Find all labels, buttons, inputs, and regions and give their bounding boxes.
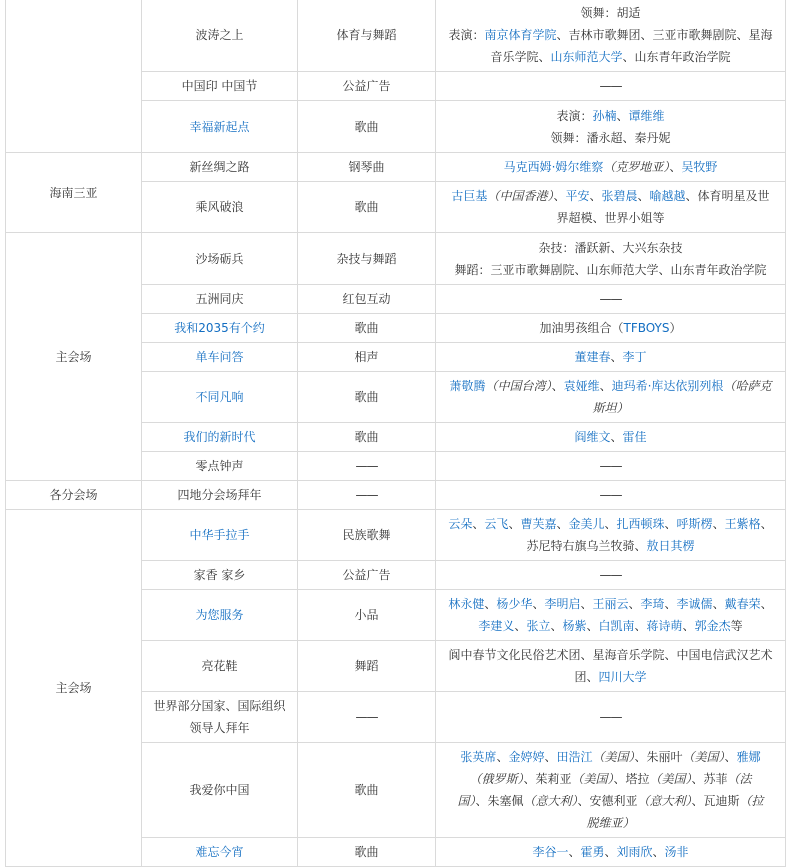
performer-text: 、 bbox=[551, 379, 564, 393]
program-title-text[interactable]: 难忘今宵 bbox=[195, 845, 244, 859]
program-type-text: 歌曲 bbox=[354, 200, 379, 214]
performer-text: 、体育明星及世 bbox=[685, 189, 770, 203]
performer-link[interactable]: 孙楠 bbox=[592, 108, 617, 123]
origin-note: （中国台湾） bbox=[485, 379, 552, 393]
performers bbox=[436, 285, 786, 314]
performer-link[interactable]: 雷佳 bbox=[622, 430, 647, 444]
performer-link[interactable]: 吴牧野 bbox=[681, 160, 718, 174]
performer-text: 、朱丽叶 bbox=[634, 750, 683, 764]
performers bbox=[436, 182, 786, 233]
origin-note: 斯坦） bbox=[592, 401, 629, 415]
performer-text: 、 bbox=[724, 750, 737, 764]
performer-line bbox=[442, 237, 779, 259]
table-row bbox=[6, 510, 786, 561]
venue-cell bbox=[6, 510, 142, 867]
performer-link[interactable]: 刘雨欣 bbox=[616, 845, 653, 859]
performer-link[interactable]: 谭维维 bbox=[628, 108, 665, 123]
performers bbox=[436, 743, 786, 838]
performer-text: 、山东青年政治学院 bbox=[622, 50, 731, 64]
program-title-text: 波涛之上 bbox=[195, 28, 244, 42]
program-title bbox=[142, 481, 298, 510]
performer-link[interactable]: 呼斯楞 bbox=[676, 517, 713, 531]
performer-line bbox=[442, 564, 779, 586]
program-title bbox=[142, 641, 298, 692]
program-title-text: 新丝绸之路 bbox=[189, 160, 250, 174]
performer-text: —— bbox=[599, 488, 622, 502]
performer-link[interactable]: 云飞 bbox=[484, 517, 509, 531]
performer-line bbox=[442, 812, 779, 834]
program-title-text[interactable]: 不同凡响 bbox=[195, 390, 244, 404]
performer-link[interactable]: 董建春 bbox=[574, 350, 611, 364]
performer-text: 、 bbox=[634, 619, 647, 633]
origin-note: （美国） bbox=[571, 772, 614, 786]
program-title bbox=[142, 692, 298, 743]
performers bbox=[436, 153, 786, 182]
program-title-text: 乘风破浪 bbox=[195, 200, 244, 214]
performer-text: —— bbox=[599, 292, 622, 306]
performer-text: 、苏菲 bbox=[691, 772, 728, 786]
performer-link[interactable]: 金美儿 bbox=[568, 517, 605, 531]
program-type-text: 歌曲 bbox=[354, 390, 379, 404]
performer-text: —— bbox=[599, 568, 622, 582]
performer-text: 、 bbox=[553, 189, 566, 203]
performer-line bbox=[442, 75, 779, 97]
performer-link[interactable]: 平安 bbox=[565, 189, 590, 203]
program-title-text: 我爱你中国 bbox=[189, 783, 250, 797]
performer-line bbox=[442, 706, 779, 728]
program-type-text: 歌曲 bbox=[354, 783, 379, 797]
performer-text: 、 bbox=[664, 597, 677, 611]
program-title bbox=[142, 510, 298, 561]
performer-text: 、朱塞佩 bbox=[475, 794, 524, 808]
performer-text: 、 bbox=[514, 619, 527, 633]
performer-text: —— bbox=[599, 710, 622, 724]
program-type bbox=[298, 101, 436, 153]
performer-text: 、 bbox=[669, 160, 682, 174]
performer-text: 、 bbox=[496, 750, 509, 764]
performer-link[interactable]: 云朵 bbox=[448, 517, 473, 531]
performers bbox=[436, 72, 786, 101]
performer-text: 、 bbox=[652, 845, 665, 859]
program-type-text: 相声 bbox=[354, 350, 379, 364]
performer-text: 、 bbox=[544, 750, 557, 764]
table-row bbox=[6, 153, 786, 182]
program-type bbox=[298, 423, 436, 452]
performer-link[interactable]: 白凯南 bbox=[598, 619, 635, 633]
performer-text: 、 bbox=[589, 189, 602, 203]
program-title bbox=[142, 743, 298, 838]
performer-link[interactable]: 王紫格 bbox=[724, 517, 761, 531]
performer-link[interactable]: 王丽云 bbox=[592, 597, 629, 611]
performer-link[interactable]: 张立 bbox=[526, 619, 551, 633]
performers bbox=[436, 590, 786, 641]
program-title bbox=[142, 423, 298, 452]
performers bbox=[436, 343, 786, 372]
program-type-text: 公益广告 bbox=[342, 568, 391, 582]
performer-line bbox=[442, 615, 779, 637]
program-title-text: 四地分会场拜年 bbox=[177, 488, 262, 502]
program-title bbox=[142, 838, 298, 867]
performer-text: 、 bbox=[532, 597, 545, 611]
venue-name: 海南三亚 bbox=[49, 185, 98, 200]
performer-text: 、 bbox=[664, 517, 677, 531]
program-type-text: 歌曲 bbox=[354, 119, 379, 134]
program-type-text: 民族歌舞 bbox=[342, 528, 391, 542]
performers bbox=[436, 423, 786, 452]
program-type-text: 杂技与舞蹈 bbox=[336, 251, 397, 266]
program-type-text: —— bbox=[355, 710, 378, 724]
program-title bbox=[142, 101, 298, 153]
performer-line bbox=[442, 426, 779, 448]
program-type bbox=[298, 561, 436, 590]
performer-line bbox=[442, 207, 779, 229]
program-title bbox=[142, 153, 298, 182]
performer-link[interactable]: 金婷婷 bbox=[508, 750, 545, 764]
program-title-text[interactable]: 我们的新时代 bbox=[183, 430, 256, 444]
performer-text: 领舞：胡适 bbox=[580, 6, 641, 20]
performers bbox=[436, 838, 786, 867]
performer-text: 、 bbox=[760, 517, 773, 531]
performer-line bbox=[442, 841, 779, 863]
performer-text: 、 bbox=[610, 430, 623, 444]
performers bbox=[436, 641, 786, 692]
origin-note: （美国） bbox=[682, 750, 725, 764]
origin-note: （克罗地亚） bbox=[603, 160, 670, 174]
performer-text: 、 bbox=[712, 517, 725, 531]
venue-name: 主会场 bbox=[55, 349, 92, 364]
origin-note: （哈萨克 bbox=[723, 379, 772, 393]
program-title bbox=[142, 561, 298, 590]
performer-line bbox=[442, 2, 779, 24]
performer-text: 、 bbox=[586, 619, 599, 633]
program-title bbox=[142, 0, 298, 72]
origin-note: （美国） bbox=[649, 772, 692, 786]
performer-text: 、 bbox=[682, 619, 695, 633]
program-type-text: 公益广告 bbox=[342, 79, 391, 93]
venue-cell bbox=[6, 233, 142, 481]
performer-line bbox=[442, 156, 779, 178]
program-type bbox=[298, 285, 436, 314]
program-type-text: 钢琴曲 bbox=[348, 160, 385, 174]
performer-line bbox=[442, 317, 779, 339]
program-type-text: —— bbox=[355, 459, 378, 473]
program-title bbox=[142, 343, 298, 372]
performer-text: 舞蹈：三亚市歌舞剧院、山东师范大学、山东青年政治学院 bbox=[454, 262, 767, 277]
performers bbox=[436, 314, 786, 343]
performer-link[interactable]: 曹芙嘉 bbox=[520, 517, 557, 531]
performer-text: 、 bbox=[599, 379, 612, 393]
performer-text: 、 bbox=[580, 597, 593, 611]
program-type-text: 歌曲 bbox=[354, 321, 379, 335]
performer-link[interactable]: 古巨基 bbox=[451, 189, 488, 203]
performer-link[interactable]: 蒋诗萌 bbox=[646, 619, 683, 633]
program-title-text[interactable]: 为您服务 bbox=[195, 608, 244, 622]
performer-line bbox=[442, 46, 779, 68]
program-title-text: 零点钟声 bbox=[195, 459, 244, 473]
performer-line bbox=[442, 535, 779, 557]
performer-text: 、 bbox=[484, 597, 497, 611]
performer-text: 音乐学院、 bbox=[490, 50, 551, 64]
performer-text: 、 bbox=[604, 517, 617, 531]
performers bbox=[436, 101, 786, 153]
program-type-text: —— bbox=[355, 488, 378, 502]
origin-note: 国） bbox=[457, 794, 476, 808]
performer-line bbox=[442, 790, 779, 812]
performer-link[interactable]: 马克西姆·姆尔维察 bbox=[503, 160, 604, 174]
performer-link[interactable]: 四川大学 bbox=[598, 670, 647, 684]
program-title-text: 五洲同庆 bbox=[195, 292, 244, 306]
program-type bbox=[298, 452, 436, 481]
table-row bbox=[6, 481, 786, 510]
performer-link[interactable]: 张碧晨 bbox=[601, 189, 638, 203]
program-type-text: 歌曲 bbox=[354, 845, 379, 859]
performer-line bbox=[442, 593, 779, 615]
performer-link[interactable]: 林永健 bbox=[448, 597, 485, 611]
program-title bbox=[142, 285, 298, 314]
program-type bbox=[298, 743, 436, 838]
performer-line bbox=[442, 666, 779, 688]
performer-link[interactable]: 郭金杰 bbox=[694, 619, 731, 633]
origin-note: （法 bbox=[727, 772, 752, 786]
performer-text: 、 bbox=[604, 845, 617, 859]
program-type-text: 红包互动 bbox=[342, 292, 391, 306]
performers bbox=[436, 692, 786, 743]
venue-cell bbox=[6, 0, 142, 153]
program-type-text: 小品 bbox=[354, 608, 379, 622]
origin-note: 脱维亚） bbox=[586, 816, 635, 830]
program-table bbox=[5, 0, 786, 867]
performer-link[interactable]: 李谷一 bbox=[532, 845, 569, 859]
program-type bbox=[298, 372, 436, 423]
performer-link[interactable]: 杨少华 bbox=[496, 597, 533, 611]
program-type bbox=[298, 641, 436, 692]
performer-line bbox=[442, 127, 779, 149]
performer-line bbox=[442, 484, 779, 506]
performer-text: 、 bbox=[637, 189, 650, 203]
performer-link[interactable]: 张英席 bbox=[460, 750, 497, 764]
program-title bbox=[142, 590, 298, 641]
program-title-text[interactable]: 中华手拉手 bbox=[189, 528, 250, 542]
program-type bbox=[298, 0, 436, 72]
performer-line bbox=[442, 346, 779, 368]
program-title-text: 亮花鞋 bbox=[201, 659, 238, 673]
performer-link[interactable]: 杨紫 bbox=[562, 619, 587, 633]
program-type bbox=[298, 481, 436, 510]
program-title-text: 中国印 中国节 bbox=[181, 79, 258, 93]
performer-link[interactable]: 李琦 bbox=[640, 597, 665, 611]
origin-note: （俄罗斯） bbox=[469, 772, 524, 786]
performer-line bbox=[442, 185, 779, 207]
program-title bbox=[142, 182, 298, 233]
program-title bbox=[142, 72, 298, 101]
program-type bbox=[298, 590, 436, 641]
program-title-text: 沙场砺兵 bbox=[195, 251, 244, 266]
program-type bbox=[298, 314, 436, 343]
performer-text: 、安德利亚 bbox=[577, 794, 638, 808]
performers bbox=[436, 0, 786, 72]
performer-text: —— bbox=[599, 79, 622, 93]
program-type bbox=[298, 233, 436, 285]
program-type-text: 歌曲 bbox=[354, 430, 379, 444]
table-row bbox=[6, 233, 786, 285]
performers bbox=[436, 481, 786, 510]
performer-text: —— bbox=[599, 459, 622, 473]
performer-link[interactable]: 南京体育学院 bbox=[484, 28, 557, 42]
performer-text: 表演： bbox=[448, 28, 485, 42]
venue-cell bbox=[6, 153, 142, 233]
program-type bbox=[298, 153, 436, 182]
performer-text: 团、 bbox=[574, 670, 599, 684]
venue-name: 主会场 bbox=[55, 681, 92, 695]
performer-text: 界超模、世界小姐等 bbox=[556, 211, 665, 225]
performer-text: 、 bbox=[616, 108, 629, 123]
program-title bbox=[142, 372, 298, 423]
origin-note: （意大利） bbox=[637, 794, 692, 808]
program-type-text: 舞蹈 bbox=[354, 659, 379, 673]
origin-note: （拉 bbox=[739, 794, 764, 808]
performers bbox=[436, 561, 786, 590]
program-title-text[interactable]: 幸福新起点 bbox=[189, 119, 250, 134]
performer-text: 、 bbox=[550, 619, 563, 633]
performer-line bbox=[442, 746, 779, 768]
performer-line bbox=[442, 288, 779, 310]
performer-line bbox=[442, 105, 779, 127]
performers bbox=[436, 510, 786, 561]
performer-text: 、茱莉亚 bbox=[523, 772, 572, 786]
performer-link[interactable]: 敖日其楞 bbox=[646, 539, 695, 553]
origin-note: （美国） bbox=[592, 750, 635, 764]
program-title-text: 世界部分国家、国际组织领导人拜年 bbox=[153, 699, 286, 735]
performer-line bbox=[442, 259, 779, 281]
performer-text: 、 bbox=[508, 517, 521, 531]
program-title-text: 家香 家乡 bbox=[193, 568, 246, 582]
performer-link[interactable]: 李诚儒 bbox=[676, 597, 713, 611]
performer-line bbox=[442, 24, 779, 46]
performer-text: 、吉林市歌舞团、三亚市歌舞剧院、星海 bbox=[556, 28, 773, 42]
performer-link[interactable]: 戴春荣 bbox=[724, 597, 761, 611]
performer-link[interactable]: 袁娅维 bbox=[563, 379, 600, 393]
performer-text: 、塔拉 bbox=[613, 772, 650, 786]
performer-text: 、 bbox=[628, 597, 641, 611]
performers bbox=[436, 233, 786, 285]
performer-line bbox=[442, 375, 779, 397]
performer-text: 等 bbox=[730, 619, 743, 633]
performers bbox=[436, 372, 786, 423]
performer-link[interactable]: 山东师范大学 bbox=[550, 50, 623, 64]
program-title bbox=[142, 233, 298, 285]
program-title-text[interactable]: 单车问答 bbox=[195, 350, 244, 364]
performer-text: 加油男孩组合（ bbox=[539, 321, 624, 335]
table-row bbox=[6, 0, 786, 72]
program-table-body bbox=[6, 0, 786, 867]
performer-text: 、 bbox=[472, 517, 485, 531]
program-title-text[interactable]: 我和2035有个约 bbox=[174, 321, 265, 335]
performer-text: 表演： bbox=[556, 108, 593, 123]
performer-link[interactable]: 雅娜 bbox=[736, 750, 761, 764]
performer-link[interactable]: 喻越越 bbox=[649, 189, 686, 203]
performer-text: ） bbox=[669, 321, 682, 335]
program-type-text: 体育与舞蹈 bbox=[336, 28, 397, 42]
performer-line bbox=[442, 455, 779, 477]
performer-text: 、 bbox=[610, 350, 623, 364]
performer-link[interactable]: 阎维文 bbox=[574, 430, 611, 444]
performer-link[interactable]: TFBOYS bbox=[623, 321, 670, 335]
performer-text: 领舞：潘永超、秦丹妮 bbox=[550, 130, 671, 145]
performer-link[interactable]: 李建义 bbox=[478, 619, 515, 633]
performer-text: 苏尼特右旗乌兰牧骑、 bbox=[526, 539, 647, 553]
performer-text: 、 bbox=[712, 597, 725, 611]
performer-line bbox=[442, 768, 779, 790]
performer-link[interactable]: 田浩江 bbox=[556, 750, 593, 764]
performer-text: 、 bbox=[556, 517, 569, 531]
performer-text: 、瓦迪斯 bbox=[691, 794, 740, 808]
performers bbox=[436, 452, 786, 481]
performer-link[interactable]: 扎西顿珠 bbox=[616, 517, 665, 531]
program-type bbox=[298, 692, 436, 743]
venue-name: 各分会场 bbox=[49, 488, 98, 502]
performer-link[interactable]: 李明启 bbox=[544, 597, 581, 611]
performer-line bbox=[442, 513, 779, 535]
program-type bbox=[298, 182, 436, 233]
origin-note: （意大利） bbox=[523, 794, 578, 808]
origin-note: （中国香港） bbox=[487, 189, 554, 203]
performer-link[interactable]: 迪玛希·库达依别列根 bbox=[611, 379, 724, 393]
program-type bbox=[298, 72, 436, 101]
performer-link[interactable]: 霍勇 bbox=[580, 845, 605, 859]
performer-text: 、 bbox=[760, 597, 773, 611]
performer-text: 、 bbox=[568, 845, 581, 859]
venue-cell bbox=[6, 481, 142, 510]
performer-line bbox=[442, 644, 779, 666]
program-type bbox=[298, 510, 436, 561]
program-title bbox=[142, 314, 298, 343]
performer-link[interactable]: 汤非 bbox=[664, 845, 689, 859]
program-type bbox=[298, 838, 436, 867]
performer-link[interactable]: 李丁 bbox=[622, 350, 647, 364]
program-type bbox=[298, 343, 436, 372]
performer-line bbox=[442, 397, 779, 419]
performer-text: 阆中春节文化民俗艺术团、星海音乐学院、中国电信武汉艺术 bbox=[448, 648, 773, 662]
program-title bbox=[142, 452, 298, 481]
performer-text: 杂技：潘跃新、大兴东杂技 bbox=[538, 240, 683, 255]
performer-link[interactable]: 萧敬腾 bbox=[449, 379, 486, 393]
